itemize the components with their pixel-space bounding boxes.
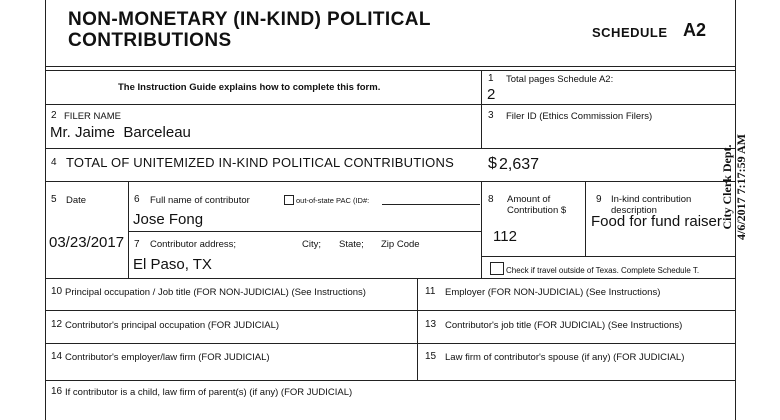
- form-title: [68, 9, 548, 51]
- total-pages-value[interactable]: 2: [487, 86, 496, 103]
- row-rule-7: [45, 380, 736, 381]
- field9-label-line2: description: [611, 205, 657, 216]
- frame-left: [45, 0, 46, 420]
- field1-label: Total pages Schedule A2:: [506, 74, 614, 85]
- schedule-id: A2: [683, 20, 707, 40]
- contributor-address-value[interactable]: El Paso, TX: [133, 256, 212, 273]
- field1-num: 1: [488, 73, 494, 84]
- row-rule-5: [45, 310, 736, 311]
- field15-num: 15: [425, 351, 437, 362]
- field13-label: Contributor's job title (FOR JUDICIAL) (See Instructions): [445, 320, 683, 331]
- header-rule: [45, 66, 736, 67]
- col-rule-1-3: [481, 70, 482, 148]
- stamp-line1: City Clerk Dept.: [720, 144, 734, 230]
- unitemized-currency: $: [488, 155, 497, 172]
- row-rule-6: [45, 343, 736, 344]
- row-rule-2: [45, 148, 736, 149]
- field4-num: 4: [51, 157, 57, 168]
- field8-num: 8: [488, 194, 494, 205]
- stamp-line2: 4/6/2017 7:17:59 AM: [734, 134, 748, 240]
- field10-num: 10: [51, 286, 63, 297]
- field9-num: 9: [596, 194, 602, 205]
- col-rule-6-8: [481, 181, 482, 278]
- field2-label: FILER NAME: [64, 111, 122, 122]
- field3-label: Filer ID (Ethics Commission Filers): [506, 111, 653, 122]
- form-title-line2: CONTRIBUTIONS: [68, 30, 232, 51]
- field9-label-line1: In-kind contribution: [611, 194, 692, 205]
- field13-num: 13: [425, 319, 437, 330]
- received-stamp: [720, 134, 748, 240]
- field5-label: Date: [66, 195, 87, 206]
- row-rule-4: [45, 278, 736, 279]
- field11-num: 11: [425, 286, 436, 297]
- unitemized-total-value[interactable]: 2,637: [499, 156, 540, 173]
- field7-num: 7: [134, 239, 140, 250]
- travel-checkbox[interactable]: [490, 262, 504, 275]
- address-rule: [128, 231, 481, 232]
- field3-num: 3: [488, 110, 494, 121]
- field16-label: If contributor is a child, law firm of parent(s) (if any) (FOR JUDICIAL): [65, 387, 353, 398]
- schedule-label: SCHEDULE: [592, 25, 668, 40]
- contribution-description-value[interactable]: Food for fund raiser: [591, 213, 722, 230]
- field12-num: 12: [51, 319, 63, 330]
- field14-num: 14: [51, 351, 63, 362]
- header-rule-2: [45, 70, 736, 71]
- col-rule-8-9: [585, 181, 586, 256]
- row-rule-1: [45, 104, 736, 105]
- field7-label: Contributor address;: [150, 239, 237, 250]
- field8-label-line2: Contribution $: [507, 205, 567, 216]
- travel-rule: [481, 256, 735, 257]
- instruction-text: The Instruction Guide explains how to complete this form.: [118, 82, 381, 93]
- field12-label: Contributor's principal occupation (FOR JUDICIAL): [65, 320, 280, 331]
- row-rule-3: [45, 181, 736, 182]
- date-value[interactable]: 03/23/2017: [49, 234, 125, 251]
- field11-label: Employer (FOR NON-JUDICIAL) (See Instructions): [445, 287, 661, 298]
- field7-city-label: City;: [302, 239, 321, 250]
- out-of-state-pac-label: out-of-state PAC (ID#:: [296, 196, 370, 205]
- filer-name-value[interactable]: Mr. Jaime Barceleau: [50, 124, 191, 141]
- pac-id-line: [382, 204, 480, 205]
- col-rule-10-11: [417, 278, 418, 380]
- field6-num: 6: [134, 194, 140, 205]
- field15-label: Law firm of contributor's spouse (if any) (FOR JUDICIAL): [445, 352, 685, 363]
- contribution-amount-value[interactable]: 112: [493, 228, 517, 245]
- field7-zip-label: Zip Code: [381, 239, 420, 250]
- field8-label-line1: Amount of: [507, 194, 551, 205]
- field16-num: 16: [51, 386, 63, 397]
- field4-label: TOTAL OF UNITEMIZED IN-KIND POLITICAL CONTRIBUTIONS: [66, 155, 454, 170]
- contributor-name-value[interactable]: Jose Fong: [133, 211, 204, 228]
- col-rule-5-6: [128, 181, 129, 278]
- field10-label: Principal occupation / Job title (FOR NON-JUDICIAL) (See Instructions): [65, 287, 366, 298]
- field6-label: Full name of contributor: [150, 195, 250, 206]
- field5-num: 5: [51, 194, 57, 205]
- field7-state-label: State;: [339, 239, 364, 250]
- out-of-state-pac-checkbox[interactable]: [284, 195, 294, 205]
- form-title-line1: NON-MONETARY (IN-KIND) POLITICAL: [68, 9, 431, 30]
- field2-num: 2: [51, 110, 57, 121]
- field14-label: Contributor's employer/law firm (FOR JUDICIAL): [65, 352, 270, 363]
- travel-check-label: Check if travel outside of Texas. Complete Schedule T.: [506, 266, 700, 275]
